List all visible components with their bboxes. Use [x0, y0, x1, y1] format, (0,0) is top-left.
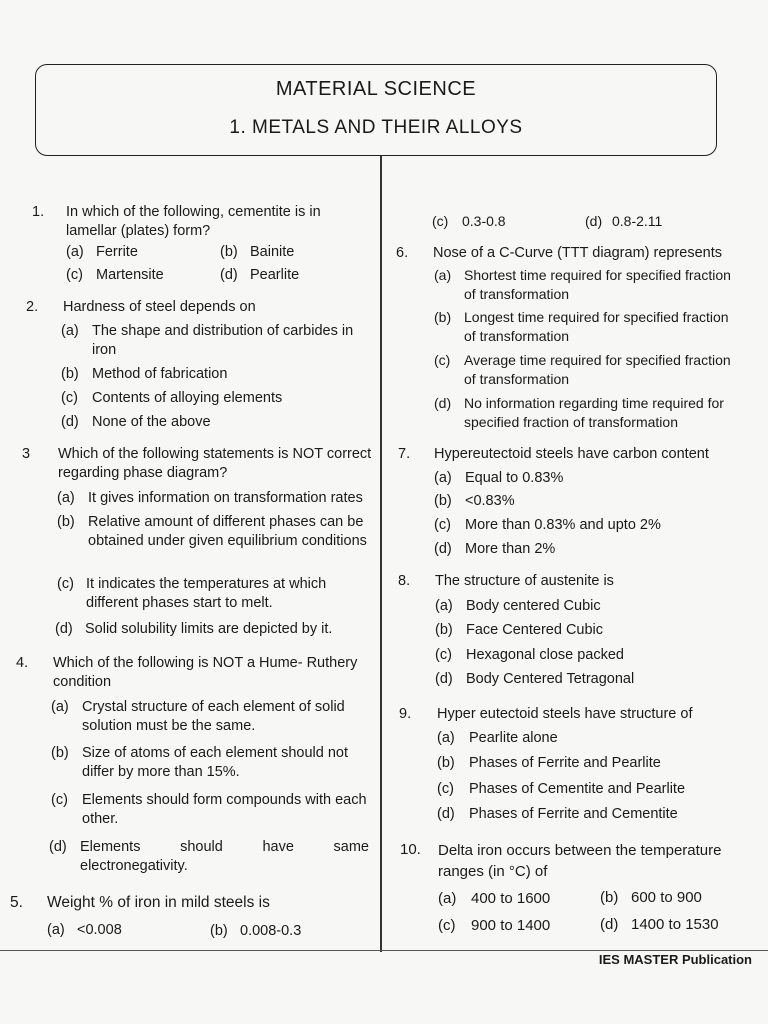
option-text: Relative amount of different phases can be obtained under given equilibrium conditions [88, 514, 367, 549]
option-text: Pearlite [250, 267, 300, 283]
option-text: It indicates the temperatures at which different phases start to melt. [86, 576, 327, 611]
question-text: Weight % of iron in mild steels is [47, 894, 270, 911]
option-label: (d) [437, 806, 455, 822]
question-text: Which of the following statements is NOT correct regarding phase diagram? [58, 446, 372, 481]
option-label: (d) [434, 395, 452, 411]
option-text: Solid solubility limits are depicted by it. [85, 621, 333, 637]
chapter-title: 1. METALS AND THEIR ALLOYS [229, 117, 523, 138]
option-label: (b) [210, 923, 228, 939]
question-text: The structure of austenite is [435, 573, 614, 589]
option-text: Pearlite alone [469, 730, 558, 746]
option-label: (b) [61, 366, 79, 382]
option-text: 1400 to 1530 [631, 916, 719, 933]
option-text: Crystal structure of each element of solid solution must be the same. [82, 699, 345, 734]
option-label: (b) [434, 309, 452, 325]
header-box [35, 64, 717, 156]
option-text: 400 to 1600 [471, 890, 551, 907]
question-number: 3 [22, 446, 31, 462]
option-label: (a) [61, 323, 79, 339]
option-label: (d) [600, 916, 619, 933]
question-text: In which of the following, cementite is in lamellar (plates) form? [66, 204, 321, 239]
question-number: 7. [398, 446, 411, 462]
option-label: (a) [51, 699, 69, 715]
option-label: (a) [438, 890, 457, 907]
option-label: (b) [434, 493, 452, 509]
question-number: 10. [400, 841, 421, 858]
option-label: (c) [61, 390, 78, 406]
question-number: 1. [32, 204, 45, 220]
option-text: Phases of Ferrite and Pearlite [469, 755, 661, 771]
option-text: Elements should form compounds with each other. [82, 792, 367, 827]
option-text: Ferrite [96, 244, 138, 260]
option-label: (c) [51, 792, 68, 808]
option-label: (d) [61, 414, 79, 430]
option-label: (d) [434, 541, 452, 557]
option-text: Hexagonal close packed [466, 647, 624, 663]
option-label: (b) [435, 622, 453, 638]
option-text: Equal to 0.83% [465, 470, 564, 486]
option-label: (b) [600, 889, 619, 906]
question-number: 8. [398, 573, 411, 589]
question-number: 5. [10, 894, 23, 911]
option-text: Phases of Cementite and Pearlite [469, 781, 686, 797]
option-label: (b) [220, 244, 238, 260]
footer-rule [0, 950, 768, 951]
option-text: Body Centered Tetragonal [466, 671, 635, 687]
option-label: (a) [66, 244, 84, 260]
option-text: <0.83% [465, 493, 515, 509]
option-text: Martensite [96, 267, 164, 283]
question-text: Hardness of steel depends on [63, 299, 256, 315]
option-label: (d) [220, 267, 238, 283]
option-label: (d) [49, 839, 67, 855]
option-text: More than 0.83% and upto 2% [465, 517, 661, 533]
question-number: 2. [26, 299, 39, 315]
option-text: Longest time required for specified fraction of transformation [464, 309, 729, 344]
option-label: (c) [435, 647, 452, 663]
option-label: (c) [434, 352, 451, 368]
option-label: (a) [437, 730, 455, 746]
option-label: (a) [434, 470, 452, 486]
option-text: 0.8-2.11 [612, 213, 663, 229]
option-label: (b) [57, 514, 75, 530]
option-label: (c) [438, 917, 456, 934]
option-text: Size of atoms of each element should not differ by more than 15%. [82, 745, 348, 780]
question-text: Which of the following is NOT a Hume- Ruthery condition [53, 655, 358, 690]
option-text: Body centered Cubic [466, 598, 601, 614]
option-text: The shape and distribution of carbides in iron [92, 323, 354, 358]
question-text: Hypereutectoid steels have carbon content [434, 446, 709, 462]
column-divider [380, 156, 382, 952]
option-text: 600 to 900 [631, 889, 702, 906]
option-text: 900 to 1400 [471, 917, 551, 934]
option-label: (c) [57, 576, 74, 592]
option-text: Average time required for specified fraction of transformation [464, 352, 731, 387]
option-text: Elements should have same electronegativity. [80, 839, 369, 874]
option-text: Contents of alloying elements [92, 390, 283, 406]
option-label: (a) [434, 267, 452, 283]
option-text: It gives information on transformation rates [88, 490, 363, 506]
option-label: (a) [47, 922, 65, 938]
option-label: (c) [66, 267, 83, 283]
option-text: Face Centered Cubic [466, 622, 604, 638]
option-text: Shortest time required for specified fraction of transformation [464, 267, 731, 302]
option-text: 0.3-0.8 [462, 213, 506, 229]
option-label: (d) [435, 671, 453, 687]
publisher-footer: IES MASTER Publication [598, 952, 752, 967]
option-label: (b) [437, 755, 455, 771]
option-label: (d) [55, 621, 73, 637]
option-text: None of the above [92, 414, 211, 430]
page-title: MATERIAL SCIENCE [275, 78, 477, 100]
option-text: Phases of Ferrite and Cementite [469, 806, 678, 822]
option-label: (d) [585, 213, 603, 229]
option-text: Bainite [250, 244, 295, 260]
question-text: Nose of a C-Curve (TTT diagram) represents [433, 245, 723, 261]
option-text: Method of fabrication [92, 366, 228, 382]
question-text: Hyper eutectoid steels have structure of [437, 706, 693, 722]
question-text: Delta iron occurs between the temperature ranges (in °C) of [438, 842, 722, 880]
option-text: More than 2% [465, 541, 556, 557]
option-text: No information regarding time required for specified fraction of transformation [464, 395, 724, 430]
option-label: (a) [57, 490, 75, 506]
option-label: (c) [432, 213, 449, 229]
question-number: 6. [396, 245, 409, 261]
option-label: (c) [437, 781, 454, 797]
option-text: 0.008-0.3 [240, 923, 302, 939]
question-number: 9. [399, 706, 412, 722]
option-text: <0.008 [77, 922, 122, 938]
question-number: 4. [16, 655, 29, 671]
option-label: (c) [434, 517, 451, 533]
option-label: (a) [435, 598, 453, 614]
option-label: (b) [51, 745, 69, 761]
